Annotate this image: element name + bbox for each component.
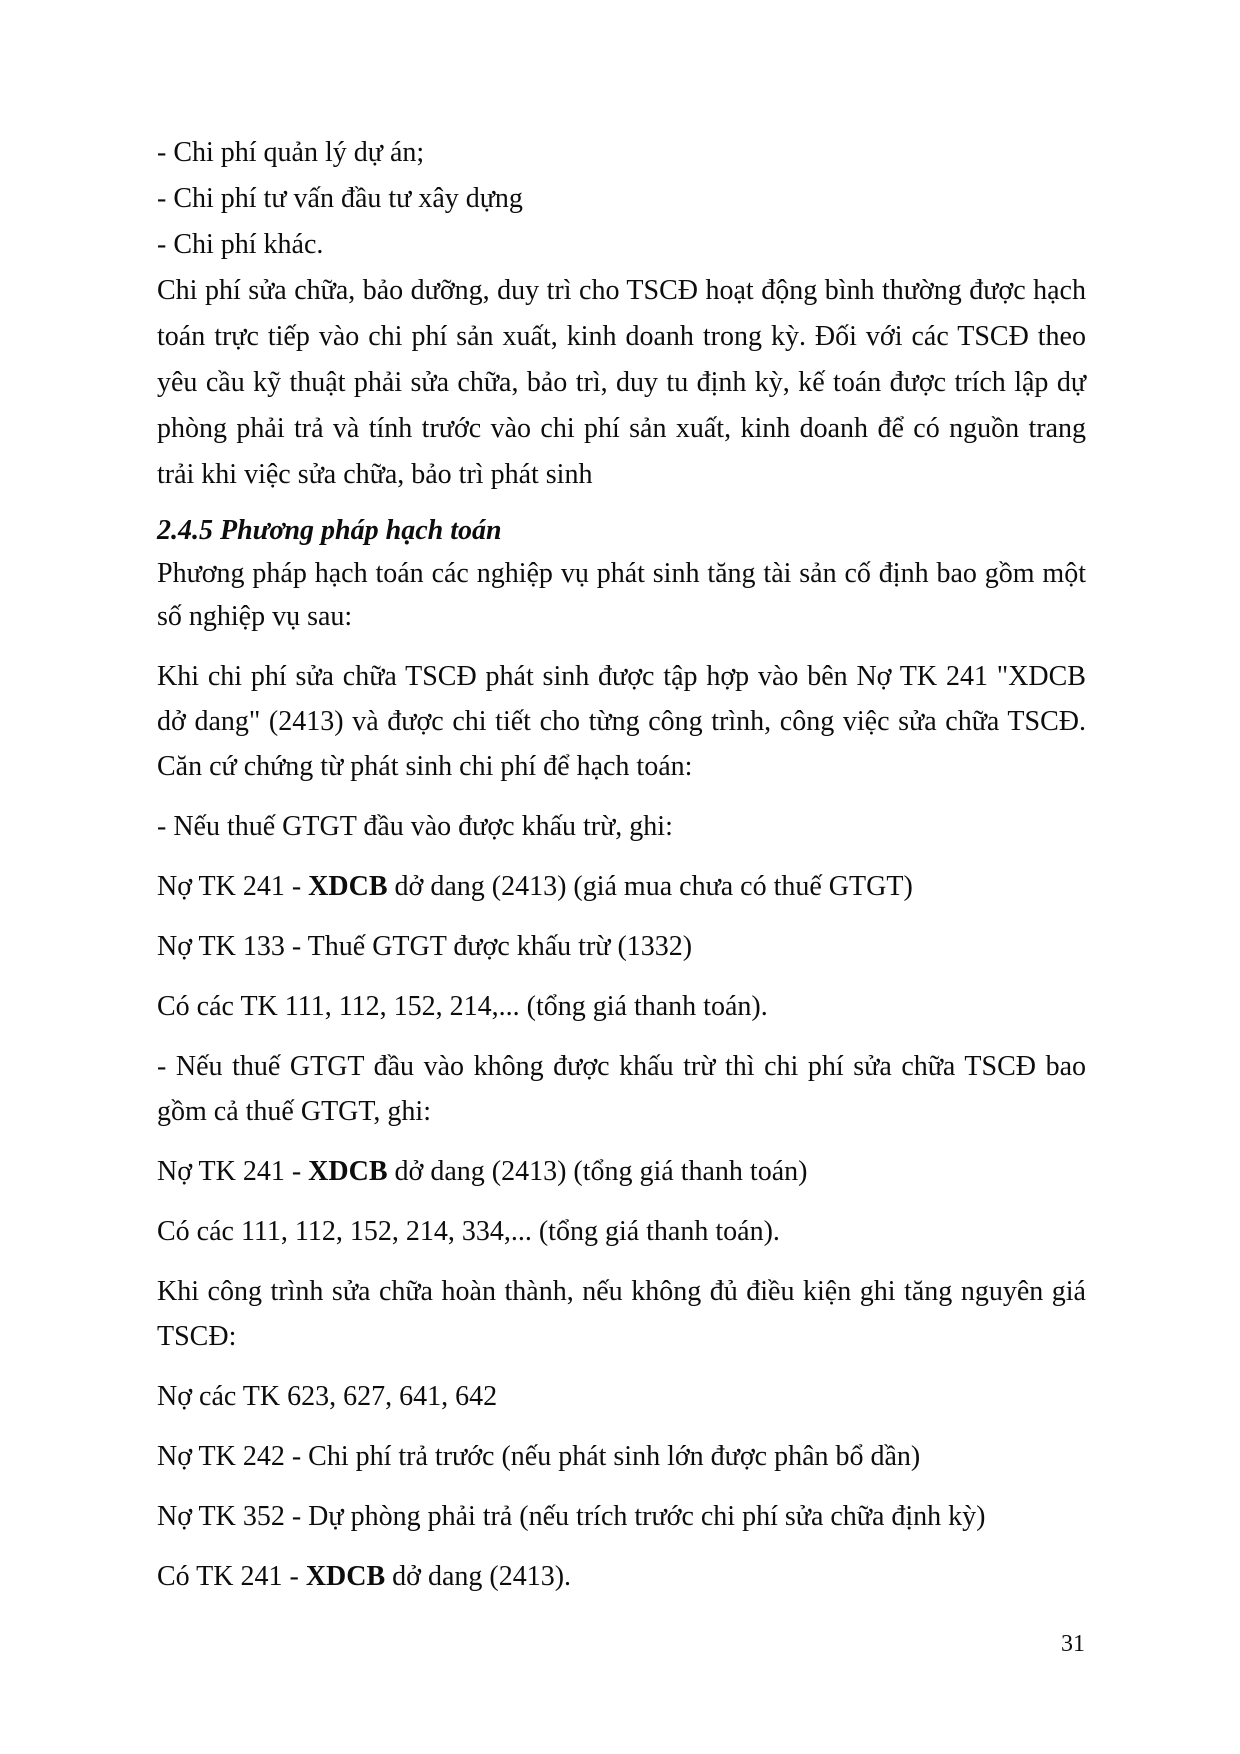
- paragraph-repair-complete: Khi công trình sửa chữa hoàn thành, nếu không đủ điều kiện ghi tăng nguyên giá TSCĐ:: [157, 1276, 1086, 1352]
- entry-suffix: dở dang (2413) (tổng giá thanh toán): [387, 1156, 808, 1187]
- list-item-other-cost: - Chi phí khác.: [157, 229, 324, 260]
- list-item-consulting-cost: - Chi phí tư vấn đầu tư xây dựng: [157, 183, 523, 214]
- entry-suffix: dở dang (2413) (giá mua chưa có thuế GTGT): [387, 871, 913, 902]
- journal-entry-credit-various-1: Có các TK 111, 112, 152, 214,... (tổng giá thanh toán).: [157, 991, 768, 1022]
- entry-prefix: Nợ TK 241 -: [157, 1156, 309, 1187]
- journal-entry-debit-352: Nợ TK 352 - Dự phòng phải trả (nếu trích trước chi phí sửa chữa định kỳ): [157, 1501, 986, 1532]
- paragraph-method-intro: Phương pháp hạch toán các nghiệp vụ phát sinh tăng tài sản cố định bao gồm một số nghiệp vụ sau:: [157, 558, 1086, 632]
- journal-entry-credit-various-2: Có các 111, 112, 152, 214, 334,... (tổng giá thanh toán).: [157, 1216, 780, 1247]
- entry-suffix: dở dang (2413).: [385, 1561, 572, 1592]
- journal-entry-credit-241: [157, 1554, 1086, 1599]
- entry-account-name: XDCB: [308, 1156, 388, 1187]
- paragraph-repair-maintenance: Chi phí sửa chữa, bảo dưỡng, duy trì cho TSCĐ hoạt động bình thường được hạch toán trực tiếp vào chi phí sản xuất, kinh doanh trong kỳ. Đối với các TSCĐ theo yêu cầu kỹ thuật phải sửa chữa, bảo trì, duy tu định kỳ, kế toán được trích lập dự phòng phải trả và tính trước vào chi phí sản xuất, kinh doanh để có nguồn trang trải khi việc sửa chữa, bảo trì phát sinh: [157, 275, 1086, 490]
- paragraph-vat-not-deductible: - Nếu thuế GTGT đầu vào không được khấu trừ thì chi phí sửa chữa TSCĐ bao gồm cả thuế GTGT, ghi:: [157, 1051, 1086, 1127]
- journal-entry-debit-241-b: [157, 1149, 1086, 1194]
- entry-account-name: XDCB: [305, 1561, 386, 1592]
- journal-entry-debit-242: Nợ TK 242 - Chi phí trả trước (nếu phát sinh lớn được phân bổ dần): [157, 1441, 921, 1472]
- journal-entry-debit-623-627-641-642: Nợ các TK 623, 627, 641, 642: [157, 1381, 498, 1412]
- paragraph-cost-collection: Khi chi phí sửa chữa TSCĐ phát sinh được tập hợp vào bên Nợ TK 241 "XDCB dở dang" (2413) và được chi tiết cho từng công trình, công việc sửa chữa TSCĐ. Căn cứ chứng từ phát sinh chi phí để hạch toán:: [157, 661, 1086, 782]
- journal-entry-debit-241-a: [157, 864, 1086, 909]
- list-item-project-management-cost: - Chi phí quản lý dự án;: [157, 137, 425, 168]
- entry-prefix: Có TK 241 -: [157, 1561, 306, 1592]
- journal-entry-debit-133: Nợ TK 133 - Thuế GTGT được khấu trừ (1332): [157, 931, 693, 962]
- page-number: 31: [1061, 1631, 1085, 1657]
- line-vat-deductible: - Nếu thuế GTGT đầu vào được khấu trừ, ghi:: [157, 811, 673, 842]
- entry-prefix: Nợ TK 241 -: [157, 871, 309, 902]
- section-heading-2-4-5: 2.4.5 Phương pháp hạch toán: [157, 515, 502, 546]
- entry-account-name: XDCB: [308, 871, 388, 902]
